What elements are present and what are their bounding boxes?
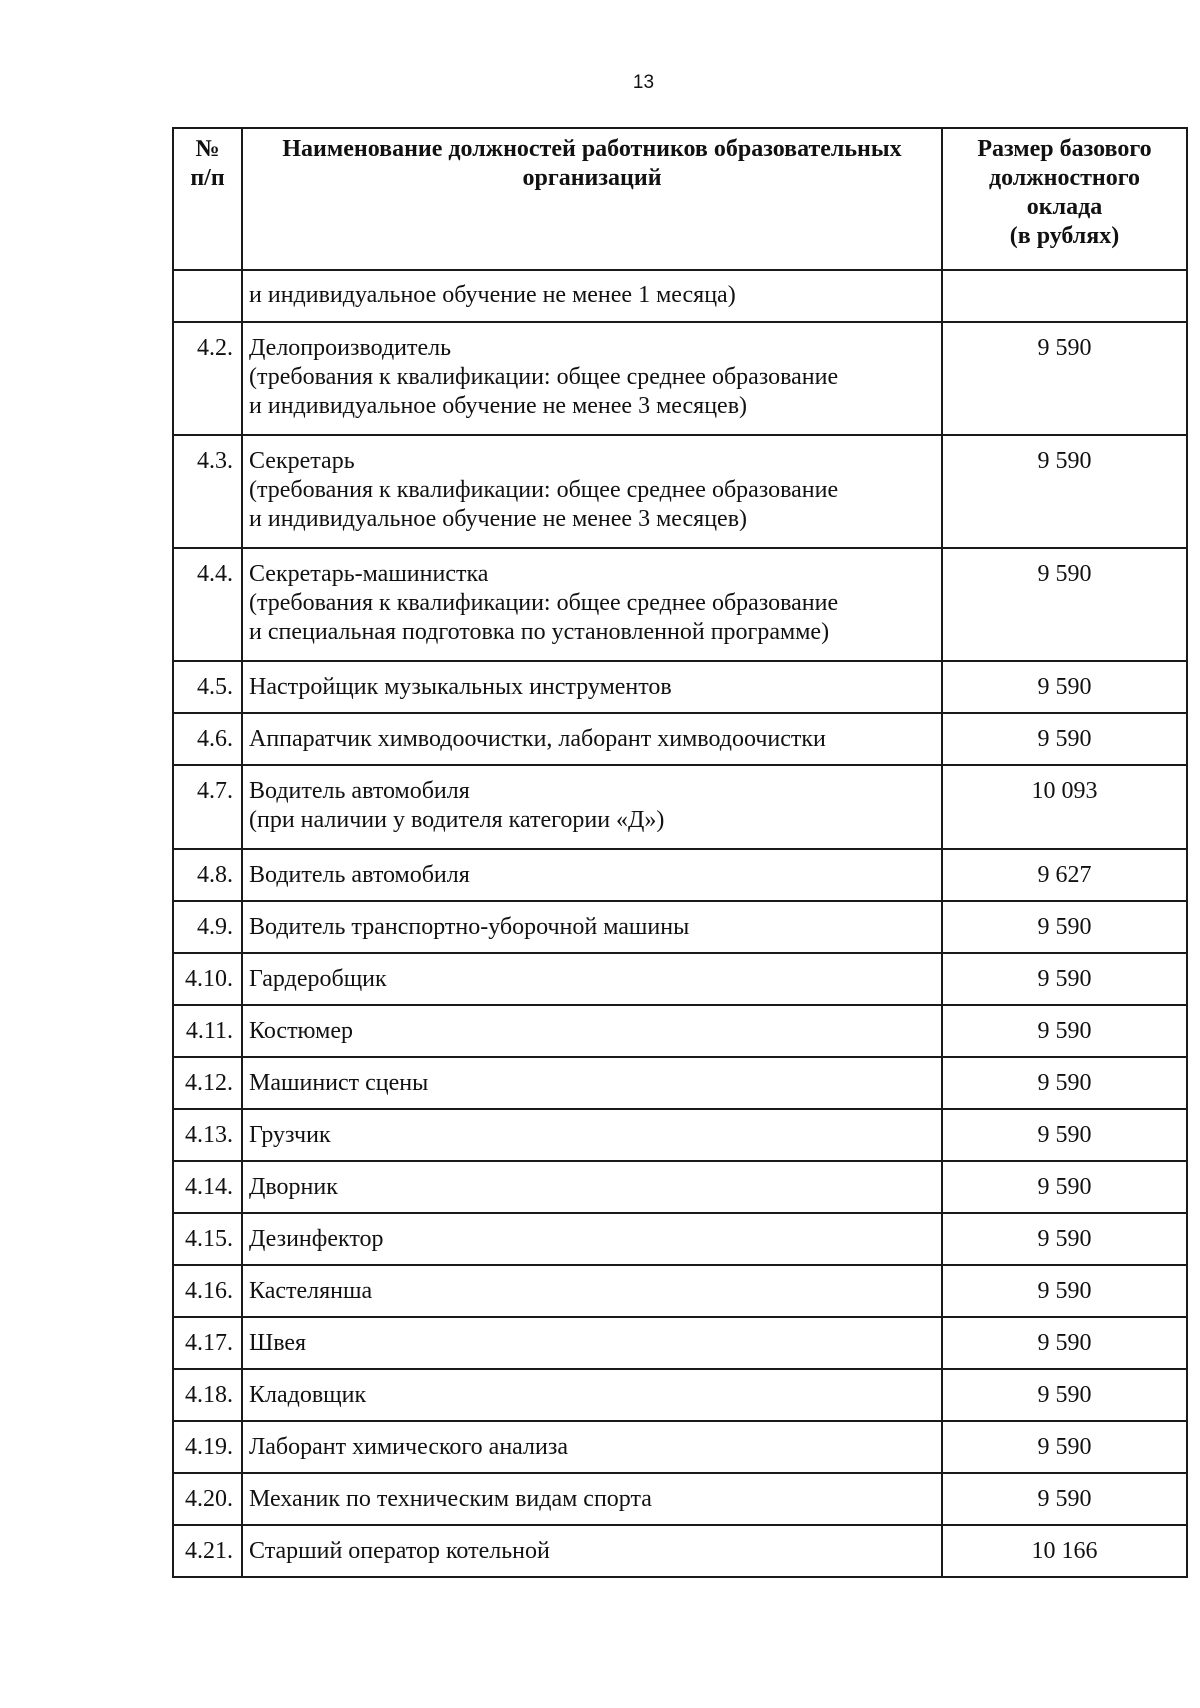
row-number: 4.18. (173, 1369, 242, 1421)
row-name (242, 1213, 942, 1265)
row-name-line: Водитель транспортно-уборочной машины (249, 914, 690, 940)
row-name (242, 1421, 942, 1473)
row-salary: 9 590 (942, 548, 1187, 661)
row-name (242, 548, 942, 661)
row-number: 4.17. (173, 1317, 242, 1369)
row-number: 4.4. (173, 548, 242, 661)
table-row (173, 1161, 1187, 1213)
row-salary: 9 590 (942, 1161, 1187, 1213)
table-row (173, 1109, 1187, 1161)
row-name-line: Кастелянша (249, 1278, 373, 1304)
row-number (173, 270, 242, 322)
row-number: 4.10. (173, 953, 242, 1005)
row-salary: 9 590 (942, 1369, 1187, 1421)
row-salary: 10 093 (942, 765, 1187, 849)
header-name-label: Наименование должностей работников образовательных организаций (282, 136, 902, 191)
row-number: 4.20. (173, 1473, 242, 1525)
table-row (173, 765, 1187, 849)
row-name-line: Настройщик музыкальных инструментов (249, 674, 672, 700)
table-row (173, 713, 1187, 765)
row-number: 4.7. (173, 765, 242, 849)
header-salary-label: Размер базового должностного оклада (в рублях) (977, 136, 1152, 249)
row-name-line: Костюмер (249, 1018, 354, 1044)
row-name (242, 849, 942, 901)
row-name-line: (требования к квалификации: общее среднее образование (249, 590, 839, 616)
header-number-label: № п/п (190, 136, 225, 191)
row-name-line: Аппаратчик химводоочистки, лаборант химводоочистки (249, 726, 826, 752)
row-name: и индивидуальное обучение не менее 1 месяца) (242, 270, 942, 322)
row-number: 4.9. (173, 901, 242, 953)
table-row (173, 953, 1187, 1005)
row-number: 4.6. (173, 713, 242, 765)
table-row (173, 1057, 1187, 1109)
row-name-line: Грузчик (249, 1122, 331, 1148)
row-name-line: и индивидуальное обучение не менее 3 месяцев) (249, 393, 748, 419)
row-name (242, 661, 942, 713)
row-name-line: (требования к квалификации: общее среднее образование (249, 364, 839, 390)
row-number: 4.11. (173, 1005, 242, 1057)
row-name (242, 1473, 942, 1525)
row-salary: 9 590 (942, 1057, 1187, 1109)
row-salary: 9 590 (942, 713, 1187, 765)
row-name (242, 1265, 942, 1317)
table-row (173, 1369, 1187, 1421)
row-salary: 10 166 (942, 1525, 1187, 1577)
table-row (173, 1005, 1187, 1057)
row-salary: 9 590 (942, 901, 1187, 953)
row-name-line: Делопроизводитель (249, 335, 452, 361)
row-name (242, 1005, 942, 1057)
row-name-line: и индивидуальное обучение не менее 3 месяцев) (249, 506, 748, 532)
row-number: 4.13. (173, 1109, 242, 1161)
row-number: 4.14. (173, 1161, 242, 1213)
row-number: 4.5. (173, 661, 242, 713)
table-row (173, 548, 1187, 661)
table-row (173, 435, 1187, 548)
row-salary (942, 270, 1187, 322)
row-name-line: Лаборант химического анализа (249, 1434, 568, 1460)
table-row (173, 849, 1187, 901)
table-row (173, 322, 1187, 435)
header-number (173, 128, 242, 270)
page-number: 13 (632, 72, 655, 93)
table-row-continuation (173, 270, 1187, 322)
row-name-line: Старший оператор котельной (249, 1538, 550, 1564)
row-name-line: Гардеробщик (249, 966, 387, 992)
row-name-line: Водитель автомобиля (249, 862, 470, 888)
row-name-line: Кладовщик (249, 1382, 367, 1408)
row-salary: 9 590 (942, 1265, 1187, 1317)
row-name (242, 1109, 942, 1161)
row-name (242, 765, 942, 849)
row-name (242, 953, 942, 1005)
row-name (242, 435, 942, 548)
row-name-line: Секретарь (249, 448, 355, 474)
row-salary: 9 590 (942, 1109, 1187, 1161)
row-salary: 9 590 (942, 1473, 1187, 1525)
row-number: 4.12. (173, 1057, 242, 1109)
row-name-line: Машинист сцены (249, 1070, 429, 1096)
row-name-line: Секретарь-машинистка (249, 561, 489, 587)
row-name (242, 901, 942, 953)
row-number: 4.3. (173, 435, 242, 548)
row-name (242, 322, 942, 435)
row-salary: 9 627 (942, 849, 1187, 901)
row-salary: 9 590 (942, 1421, 1187, 1473)
row-name (242, 1317, 942, 1369)
row-name (242, 1525, 942, 1577)
row-name (242, 1369, 942, 1421)
table-row (173, 1525, 1187, 1577)
row-salary: 9 590 (942, 322, 1187, 435)
row-salary: 9 590 (942, 1317, 1187, 1369)
row-name (242, 713, 942, 765)
table-header-row (173, 128, 1187, 270)
row-name (242, 1057, 942, 1109)
row-name-line: Механик по техническим видам спорта (249, 1486, 652, 1512)
salary-table (172, 127, 1188, 1578)
row-salary: 9 590 (942, 435, 1187, 548)
row-name-line: Дворник (249, 1174, 338, 1200)
table-row (173, 1317, 1187, 1369)
row-number: 4.21. (173, 1525, 242, 1577)
row-salary: 9 590 (942, 953, 1187, 1005)
row-name-line: и специальная подготовка по установленной программе) (249, 619, 830, 645)
row-number: 4.19. (173, 1421, 242, 1473)
row-number: 4.16. (173, 1265, 242, 1317)
row-name-line: Водитель автомобиля (249, 778, 470, 804)
row-salary: 9 590 (942, 1005, 1187, 1057)
row-name-line: Швея (249, 1330, 307, 1356)
table-row (173, 1473, 1187, 1525)
row-name (242, 1161, 942, 1213)
row-name-line: Дезинфектор (249, 1226, 384, 1252)
header-name (242, 128, 942, 270)
table-row (173, 1265, 1187, 1317)
table-row (173, 1213, 1187, 1265)
row-name-line: (требования к квалификации: общее среднее образование (249, 477, 839, 503)
row-number: 4.2. (173, 322, 242, 435)
table-row (173, 1421, 1187, 1473)
table-row (173, 901, 1187, 953)
header-salary (942, 128, 1187, 270)
row-number: 4.15. (173, 1213, 242, 1265)
row-number: 4.8. (173, 849, 242, 901)
row-salary: 9 590 (942, 1213, 1187, 1265)
table-row (173, 661, 1187, 713)
row-name-line: (при наличии у водителя категории «Д») (249, 807, 665, 833)
row-salary: 9 590 (942, 661, 1187, 713)
